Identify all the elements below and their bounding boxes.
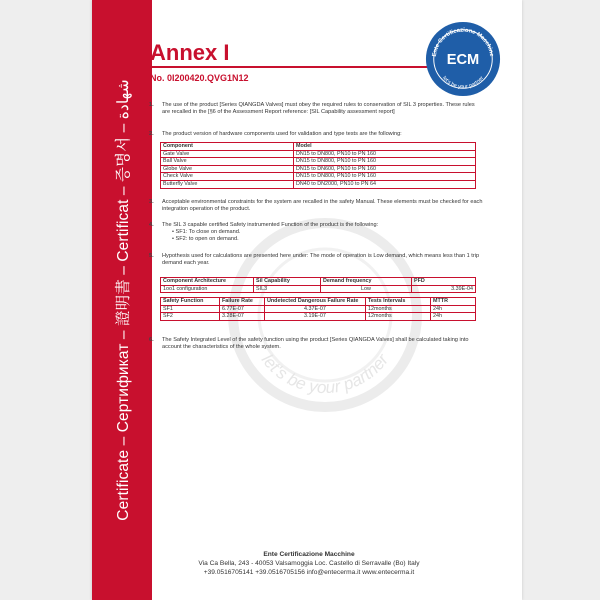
table-row (161, 158, 476, 166)
ecm-badge-logo (424, 20, 502, 98)
title-divider (150, 66, 430, 68)
clause-number: 4. (149, 222, 154, 228)
badge-top-text: Ente Certificazione Macchine (431, 27, 495, 58)
table-header-cell: Demand frequency (321, 278, 412, 286)
clause-text: The SIL 3 capable certified Safety instrumented Function of the product is the following: (162, 222, 379, 228)
table-cell: DN15 to DN800, PN10 to PN 160 (294, 150, 476, 158)
table-header-cell: Safety Function (161, 298, 220, 306)
side-band-text: Certificate – Сертификат – 證明書 – Certificat – 증명서 – شهادة (115, 79, 132, 521)
table-row (161, 305, 476, 313)
table-cell: 24h (431, 305, 476, 313)
table-header-cell: MTTR (431, 298, 476, 306)
table-cell: SF2 (161, 313, 220, 321)
certificate-side-band (92, 0, 152, 600)
clause-6 (149, 337, 484, 351)
table-cell: 4.37E-07 (265, 305, 366, 313)
clause-5 (149, 253, 484, 267)
table-cell: SIL3 (254, 285, 321, 293)
table-row (161, 165, 476, 173)
clause-3 (149, 199, 484, 213)
footer-address: Via Ca Bella, 243 - 40053 Valsamoggia Loc. Castello di Serravalle (Bo) Italy (198, 560, 420, 567)
table-header-row (161, 278, 476, 286)
safety-function-table (160, 297, 476, 321)
badge-logo-text: ECM (446, 51, 480, 68)
watermark-text: let's be your partner (257, 350, 393, 398)
clause-text: Acceptable environmental constraints for the system are recalled in the safety Manual. These elements must be checked for each integration operation of the product. (162, 199, 483, 213)
table-row (161, 180, 476, 188)
clause-number: 6. (149, 337, 154, 343)
table-cell: DN15 to DN800, PN10 to PN 160 (294, 173, 476, 181)
table-header-cell: PFD (412, 278, 476, 286)
table-cell: Low (321, 285, 412, 293)
clause-subitem: • SF1: To close on demand. (172, 229, 241, 236)
components-table (160, 142, 476, 189)
footer-contacts: +39.0516705141 +39.0516705156 info@entecerma.it www.entecerma.it (203, 569, 415, 576)
table-cell: 3.19E-07 (265, 313, 366, 321)
footer-company-name: Ente Certificazione Macchine (263, 551, 355, 558)
table-cell: 6.77E-07 (220, 305, 265, 313)
table-cell: 3.39E-04 (412, 285, 476, 293)
table-cell: DN40 to DN2000, PN10 to PN 64 (294, 180, 476, 188)
table-header-row (161, 298, 476, 306)
table-row (161, 173, 476, 181)
table-cell: 12months (366, 305, 431, 313)
clause-text: The Safety Integrated Level of the safety function using the product [Series QIANGDA Valves] shall be calculated taking into account the characteristics of the whole system. (162, 337, 469, 351)
table-header-row (161, 143, 476, 151)
table-cell: SF1 (161, 305, 220, 313)
table-cell: DN15 to DN800, PN10 to PN 160 (294, 158, 476, 166)
table-cell: Check Valve (161, 173, 294, 181)
table-cell: Ball Valve (161, 158, 294, 166)
certificate-number: No. 0I200420.QVG1N12 (150, 73, 249, 83)
table-row (161, 313, 476, 321)
table-cell: Globe Valve (161, 165, 294, 173)
table-row (161, 285, 476, 293)
table-header-cell: Tests Intervals (366, 298, 431, 306)
clause-number: 1. (149, 102, 154, 108)
table-cell: 3.28E-07 (220, 313, 265, 321)
architecture-table (160, 277, 476, 293)
clause-number: 3. (149, 199, 154, 205)
table-header-cell: Failure Rate (220, 298, 265, 306)
table-header-cell: Component Architecture (161, 278, 254, 286)
clause-text: The use of the product [Series QIANGDA Valves] must obey the required rules to conservation of SIL 3 properties. These rules are recalled in the [§6 of the Assessment Report reference: [SIL Capability assessment report] (162, 102, 475, 116)
clause-1 (149, 102, 484, 116)
clause-number: 2. (149, 131, 154, 137)
clause-subitem: • SF2: to open on demand. (172, 236, 239, 243)
table-cell: Gate Valve (161, 150, 294, 158)
clause-4 (149, 222, 484, 244)
clause-text: The product version of hardware components used for validation and type tests are the following: (162, 131, 402, 137)
table-header-cell: Component (161, 143, 294, 151)
table-header-cell: Undetected Dangerous Failure Rate (265, 298, 366, 306)
clause-number: 5. (149, 253, 154, 259)
table-row (161, 150, 476, 158)
table-cell: 1oo1 configuration (161, 285, 254, 293)
table-header-cell: Sil Capability (254, 278, 321, 286)
badge-bottom-text: let's be your partner (440, 75, 486, 91)
clause-2 (149, 131, 484, 138)
page-title: Annex I (150, 40, 230, 65)
table-cell: 24h (431, 313, 476, 321)
table-header-cell: Model (294, 143, 476, 151)
table-cell: Butterfly Valve (161, 180, 294, 188)
clause-text: Hypothesis used for calculations are presented here under: The mode of operation is Low demand, which means less than 1 trip demand each year. (162, 253, 480, 267)
table-cell: 12months (366, 313, 431, 321)
footer (150, 550, 468, 577)
table-cell: DN15 to DN600, PN10 to PN 160 (294, 165, 476, 173)
